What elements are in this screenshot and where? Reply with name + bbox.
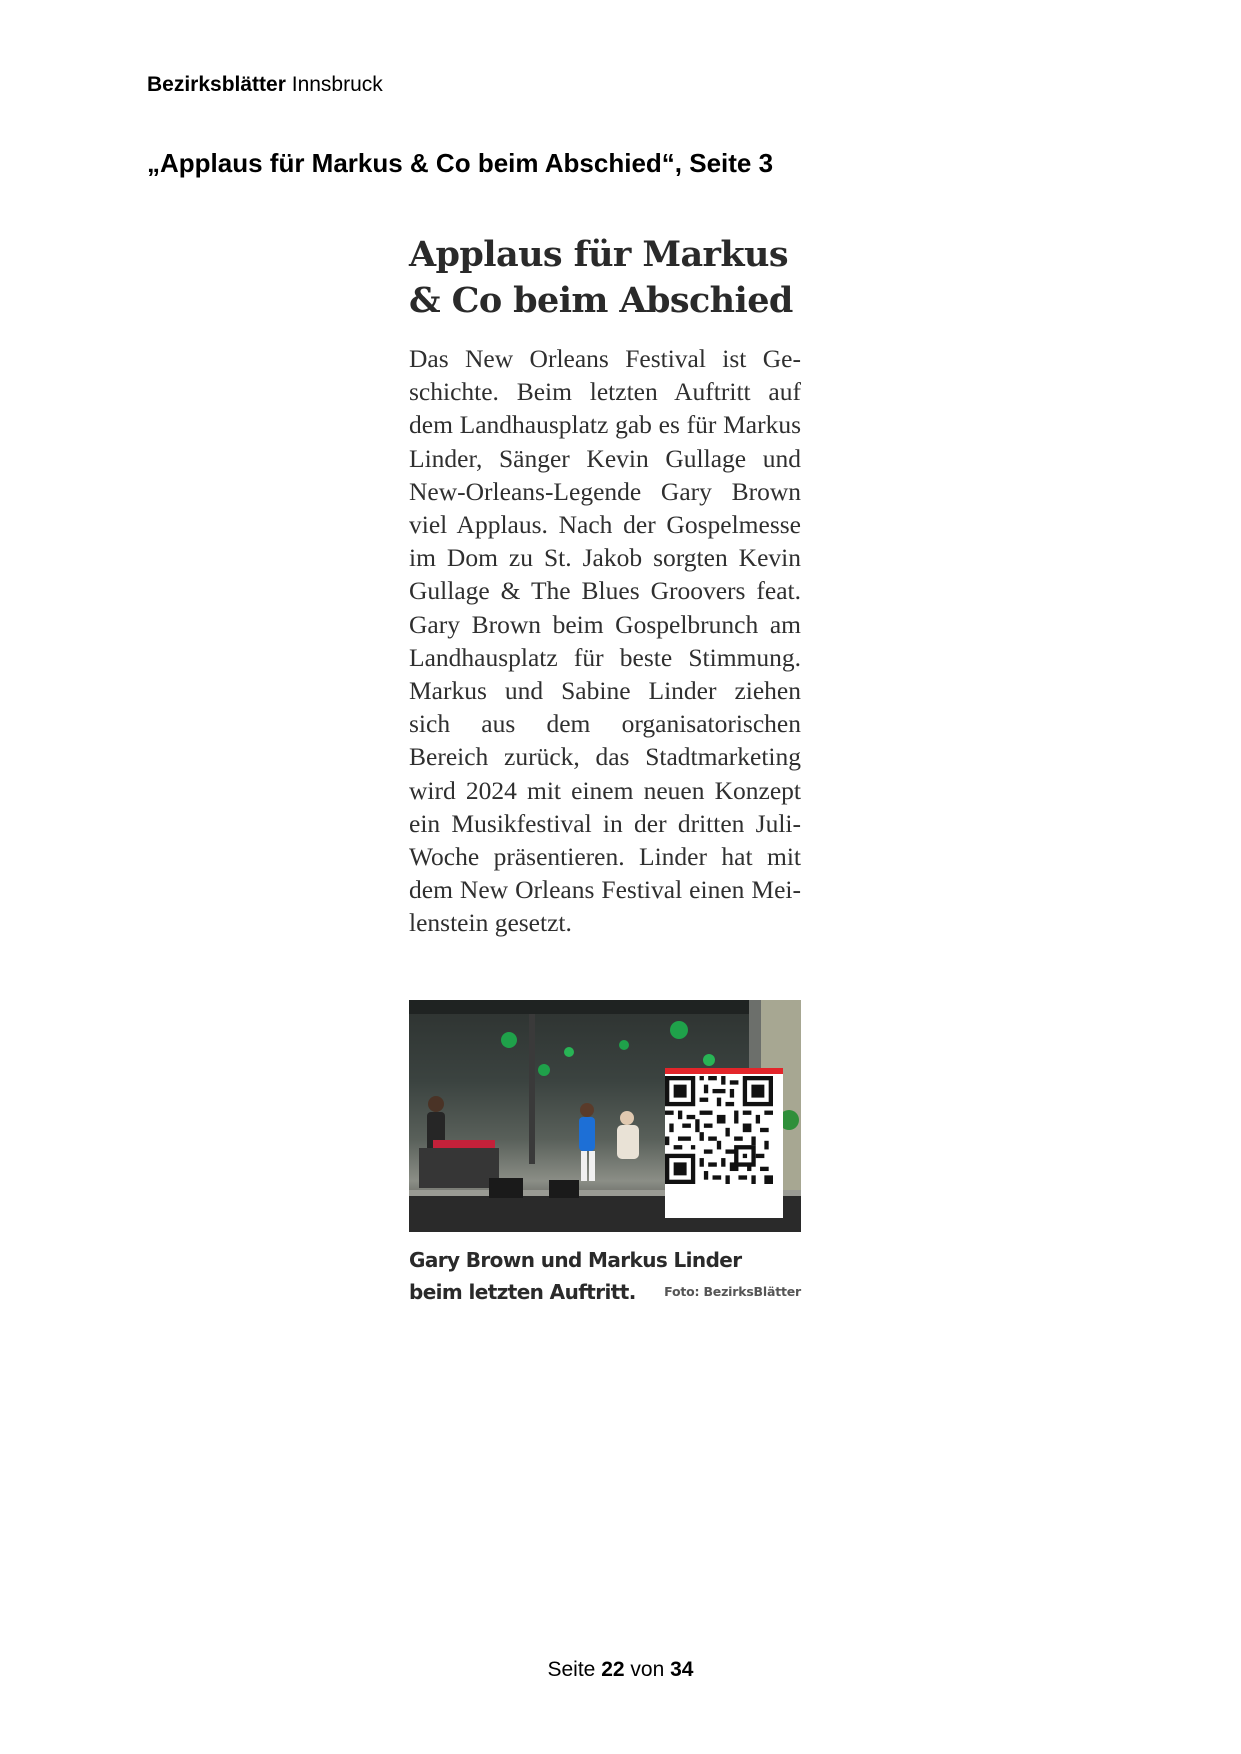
headline-line-1: Applaus für Markus <box>409 234 789 275</box>
page-number <box>0 1657 1241 1683</box>
document-title: „Applaus für Markus & Co beim Abschied“, Seite 3 <box>147 148 774 178</box>
page-of-word: von <box>630 1658 665 1681</box>
publication-name: Bezirksblätter <box>147 73 286 96</box>
photo-credit: Foto: BezirksBlätter <box>664 1284 801 1299</box>
newspaper-clipping <box>409 232 801 1312</box>
headline-line-2: & Co beim Abschied <box>409 280 793 321</box>
article-headline <box>409 232 801 324</box>
page-total: 34 <box>670 1658 694 1681</box>
page-current: 22 <box>601 1658 625 1681</box>
publication-line <box>147 72 383 98</box>
publication-edition: Innsbruck <box>291 73 383 96</box>
qr-code-icon[interactable] <box>665 1076 773 1184</box>
qr-info-box[interactable] <box>665 1068 783 1218</box>
caption-line-2: beim letzten Auftritt. <box>409 1280 636 1304</box>
concert-photo <box>409 1000 801 1232</box>
article-body: Das New Orleans Festival ist Geschichte. Beim letzten Auftritt auf dem Landhausplatz gab es für Markus Linder, Sänger Kevin Gullage und New-Orleans-Legende Gary Brown viel Applaus. Nach der Gospelmesse im Dom zu St. Jakob sorgten Kevin Gullage & The Blues Groovers feat. Gary Brown beim Gospelbrunch am Landhausplatz für beste Stimmung. Markus und Sabine Linder ziehen sich aus dem organisatorischen Bereich zurück, das Stadtmarketing wird 2024 mit einem neuen Konzept ein Musikfestival in der dritten Juli-Woche präsentieren. Linder hat mit dem New Orleans Festival einen Meilenstein gesetzt. <box>409 344 801 938</box>
caption-line-1: Gary Brown und Markus Linder <box>409 1248 742 1272</box>
page-word: Seite <box>547 1658 596 1681</box>
